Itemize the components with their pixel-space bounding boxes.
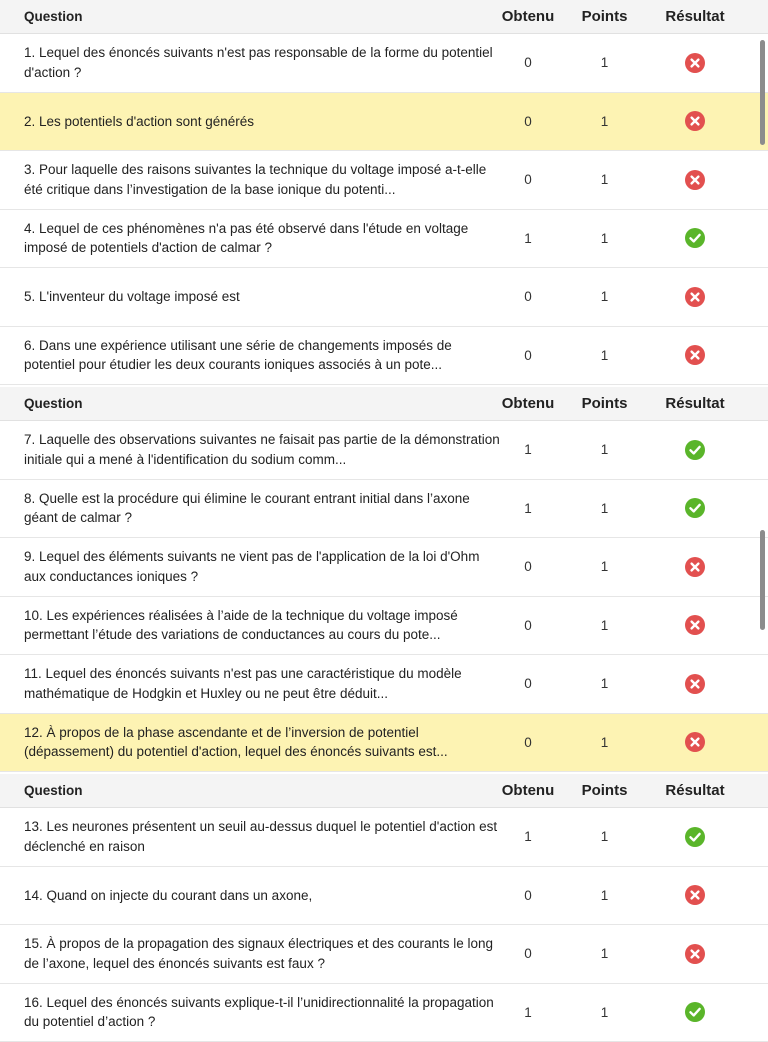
result-cell	[653, 498, 737, 518]
question-cell	[0, 886, 500, 906]
result-cell	[653, 557, 737, 577]
table-row[interactable]	[0, 867, 768, 926]
obtained-value: 0	[500, 618, 556, 633]
cross-icon	[685, 345, 705, 365]
question-text: 2. Les potentiels d'action sont générés	[24, 112, 500, 132]
obtained-value: 0	[500, 348, 556, 363]
obtained-value: 0	[500, 946, 556, 961]
question-text: 15. À propos de la propagation des signaux électriques et des courants le long de l’axone, lequel des énoncés suivants est faux ?	[24, 934, 500, 973]
result-cell	[653, 885, 737, 905]
question-text: 3. Pour laquelle des raisons suivantes la technique du voltage imposé a-t-elle été critique dans l’investigation de la base ionique du potenti...	[24, 160, 500, 199]
header-question: Question	[0, 7, 500, 27]
results-table	[0, 0, 768, 385]
result-cell	[653, 53, 737, 73]
question-cell	[0, 547, 500, 586]
points-value: 1	[556, 618, 653, 633]
points-value: 1	[556, 1005, 653, 1020]
header-question: Question	[0, 781, 500, 801]
points-value: 1	[556, 946, 653, 961]
question-text: 16. Lequel des énoncés suivants explique-t-il l’unidirectionnalité la propagation du potentiel d’action ?	[24, 993, 500, 1032]
result-cell	[653, 674, 737, 694]
question-text: 6. Dans une expérience utilisant une série de changements imposés de potentiel pour étudier les deux courants ioniques associés à un pote...	[24, 336, 500, 375]
question-cell	[0, 606, 500, 645]
cross-icon	[685, 674, 705, 694]
table-row[interactable]	[0, 421, 768, 480]
check-icon	[685, 827, 705, 847]
header-result: Résultat	[653, 8, 737, 25]
cross-icon	[685, 885, 705, 905]
points-value: 1	[556, 735, 653, 750]
result-cell	[653, 732, 737, 752]
result-cell	[653, 615, 737, 635]
check-icon	[685, 440, 705, 460]
cross-icon	[685, 287, 705, 307]
question-text: 8. Quelle est la procédure qui élimine le courant entrant initial dans l’axone géant de calmar ?	[24, 489, 500, 528]
question-cell	[0, 934, 500, 973]
points-value: 1	[556, 55, 653, 70]
obtained-value: 1	[500, 231, 556, 246]
question-cell	[0, 817, 500, 856]
obtained-value: 1	[500, 1005, 556, 1020]
question-cell	[0, 336, 500, 375]
table-row[interactable]	[0, 327, 768, 386]
table-row[interactable]	[0, 984, 768, 1042]
obtained-value: 1	[500, 829, 556, 844]
result-cell	[653, 440, 737, 460]
cross-icon	[685, 53, 705, 73]
results-table	[0, 387, 768, 772]
table-row[interactable]	[0, 210, 768, 269]
header-result: Résultat	[653, 782, 737, 799]
obtained-value: 0	[500, 114, 556, 129]
obtained-value: 0	[500, 559, 556, 574]
header-question: Question	[0, 394, 500, 414]
result-cell	[653, 170, 737, 190]
table-row[interactable]	[0, 538, 768, 597]
result-cell	[653, 287, 737, 307]
obtained-value: 0	[500, 289, 556, 304]
cross-icon	[685, 944, 705, 964]
cross-icon	[685, 170, 705, 190]
points-value: 1	[556, 172, 653, 187]
points-value: 1	[556, 676, 653, 691]
points-value: 1	[556, 231, 653, 246]
question-cell	[0, 43, 500, 82]
question-cell	[0, 993, 500, 1032]
question-text: 11. Lequel des énoncés suivants n'est pas une caractéristique du modèle mathématique de Hodgkin et Huxley ou ne peut être déduit...	[24, 664, 500, 703]
question-text: 13. Les neurones présentent un seuil au-dessus duquel le potentiel d'action est déclenché en raison	[24, 817, 500, 856]
obtained-value: 0	[500, 172, 556, 187]
table-row[interactable]	[0, 597, 768, 656]
question-text: 5. L'inventeur du voltage imposé est	[24, 287, 500, 307]
question-text: 4. Lequel de ces phénomènes n'a pas été observé dans l'étude en voltage imposé de potentiels d'action de calmar ?	[24, 219, 500, 258]
header-points: Points	[556, 782, 653, 799]
table-row[interactable]	[0, 925, 768, 984]
header-obtained: Obtenu	[500, 782, 556, 799]
header-points: Points	[556, 395, 653, 412]
check-icon	[685, 498, 705, 518]
question-text: 7. Laquelle des observations suivantes ne faisait pas partie de la démonstration initiale qui a mené à l'identification du sodium comm...	[24, 430, 500, 469]
points-value: 1	[556, 501, 653, 516]
header-obtained: Obtenu	[500, 8, 556, 25]
header-points: Points	[556, 8, 653, 25]
table-header	[0, 387, 768, 421]
results-table	[0, 774, 768, 1042]
scrollbar-1[interactable]	[760, 40, 765, 145]
question-cell	[0, 489, 500, 528]
obtained-value: 0	[500, 735, 556, 750]
question-cell	[0, 112, 500, 132]
scrollbar-2[interactable]	[760, 530, 765, 630]
table-row[interactable]	[0, 268, 768, 327]
question-text: 14. Quand on injecte du courant dans un axone,	[24, 886, 500, 906]
obtained-value: 0	[500, 676, 556, 691]
table-row[interactable]	[0, 655, 768, 714]
cross-icon	[685, 732, 705, 752]
points-value: 1	[556, 348, 653, 363]
table-row[interactable]	[0, 151, 768, 210]
question-text: 10. Les expériences réalisées à l’aide de la technique du voltage imposé permettant l’étude des variations de conductances au cours du pote...	[24, 606, 500, 645]
obtained-value: 0	[500, 888, 556, 903]
result-cell	[653, 111, 737, 131]
question-cell	[0, 219, 500, 258]
obtained-value: 1	[500, 442, 556, 457]
result-cell	[653, 1002, 737, 1022]
question-text: 1. Lequel des énoncés suivants n'est pas responsable de la forme du potentiel d'action ?	[24, 43, 500, 82]
question-cell	[0, 723, 500, 762]
obtained-value: 1	[500, 501, 556, 516]
table-header	[0, 774, 768, 808]
result-cell	[653, 228, 737, 248]
result-cell	[653, 827, 737, 847]
question-text: 12. À propos de la phase ascendante et de l’inversion de potentiel (dépassement) du potentiel d'action, lequel des énoncés suivants est...	[24, 723, 500, 762]
table-row[interactable]	[0, 34, 768, 93]
points-value: 1	[556, 559, 653, 574]
cross-icon	[685, 615, 705, 635]
table-row[interactable]	[0, 480, 768, 539]
table-header	[0, 0, 768, 34]
points-value: 1	[556, 442, 653, 457]
points-value: 1	[556, 289, 653, 304]
question-cell	[0, 160, 500, 199]
check-icon	[685, 228, 705, 248]
points-value: 1	[556, 888, 653, 903]
check-icon	[685, 1002, 705, 1022]
question-cell	[0, 287, 500, 307]
table-row[interactable]	[0, 93, 768, 152]
table-row[interactable]	[0, 714, 768, 773]
points-value: 1	[556, 114, 653, 129]
question-text: 9. Lequel des éléments suivants ne vient pas de l'application de la loi d'Ohm aux conductances ioniques ?	[24, 547, 500, 586]
header-obtained: Obtenu	[500, 395, 556, 412]
question-cell	[0, 430, 500, 469]
header-result: Résultat	[653, 395, 737, 412]
points-value: 1	[556, 829, 653, 844]
obtained-value: 0	[500, 55, 556, 70]
result-cell	[653, 944, 737, 964]
cross-icon	[685, 111, 705, 131]
table-row[interactable]	[0, 808, 768, 867]
result-cell	[653, 345, 737, 365]
cross-icon	[685, 557, 705, 577]
question-cell	[0, 664, 500, 703]
